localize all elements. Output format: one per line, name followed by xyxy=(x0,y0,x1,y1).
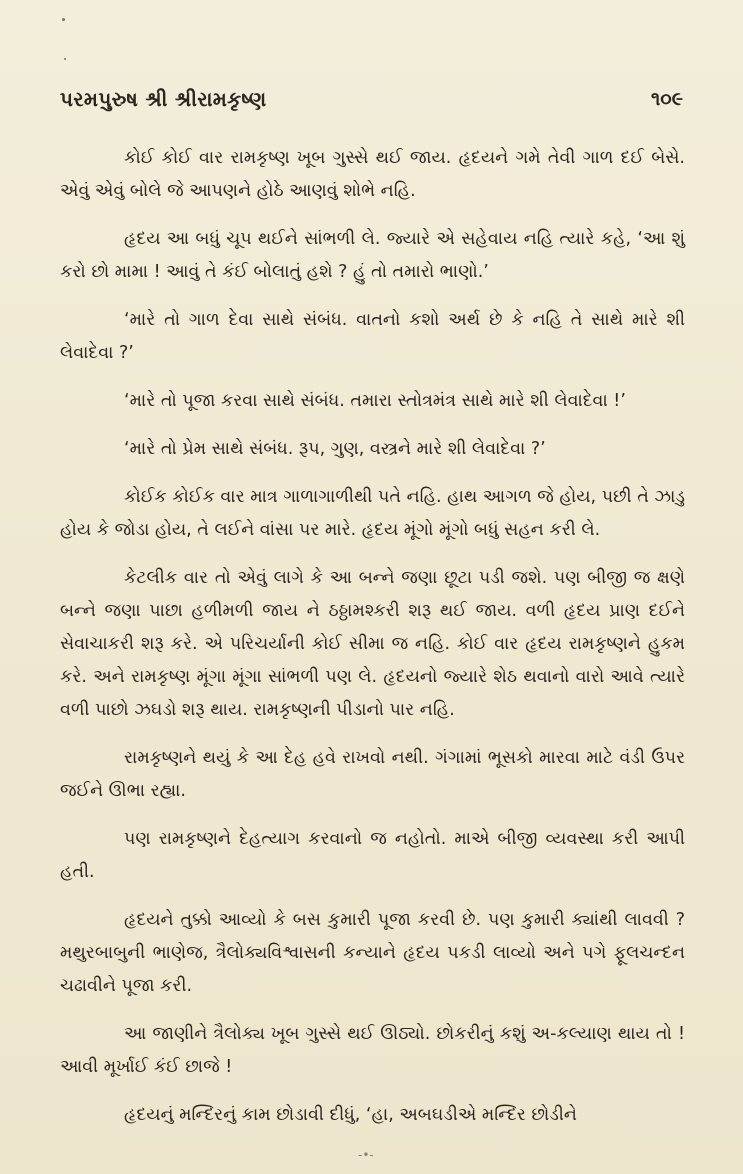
paragraph: હૃદયને તુક્કો આવ્યો કે બસ કુમારી પૂજા કરવી છે. પણ કુમારી ક્યાંથી લાવવી ? મથુરબાબુની ભાણેજ, ત્રૈલોક્યવિશ્વાસની કન્યાને હૃદય પકડી લાવ્યો અને પગે ફૂલચન્દન ચઢાવીને પૂજા કરી. xyxy=(60,910,685,996)
paragraph: કોઈક કોઈક વાર માત્ર ગાળાગાળીથી પતે નહિ. હાથ આગળ જે હોય, પછી તે ઝાડુ હોય કે જોડા હોય, તે લઈને વાંસા પર મારે. હૃદય મૂંગો મૂંગો બધું સહન કરી લે. xyxy=(60,487,685,540)
paper-specks xyxy=(60,14,68,74)
page-number: ૧૦૯ xyxy=(651,88,683,110)
paragraph: ‘મારે તો પ્રેમ સાથે સંબંધ. રૂપ, ગુણ, વસ્ત્રને મારે શી લેવાદેવા ?’ xyxy=(124,439,546,459)
paragraph: ‘મારે તો પૂજા કરવા સાથે સંબંધ. તમારા સ્તોત્રમંત્ર સાથે મારે શી લેવાદેવા !’ xyxy=(124,391,626,411)
paragraph: હૃદયનું મન્દિરનું કામ છોડાવી દીધું, ‘હા, અબઘડીએ મન્દિર છોડીને xyxy=(124,1105,577,1125)
speck xyxy=(64,58,66,60)
paragraph: પણ રામકૃષ્ણને દેહત્યાગ કરવાનો જ નહોતો. માએ બીજી વ્યવસ્થા કરી આપી હતી. xyxy=(60,829,685,882)
footer-mark: -•- xyxy=(358,1148,374,1162)
speck xyxy=(62,18,65,21)
paragraph: કોઈ કોઈ વાર રામકૃષ્ણ ખૂબ ગુસ્સે થઈ જાય. હૃદયને ગમે તેવી ગાળ દઈ બેસે. એવું એવું બોલે જે આપણને હોઠે આણવું શોભે નહિ. xyxy=(60,148,685,201)
paragraph: હૃદય આ બધું ચૂપ થઈને સાંભળી લે. જ્યારે એ સહેવાય નહિ ત્યારે કહે, ‘આ શું કરો છો મામા ! આવું તે કંઈ બોલાતું હશે ? હું તો તમારો ભાણો.’ xyxy=(60,229,685,282)
paragraph: આ જાણીને ત્રૈલોક્ય ખૂબ ગુસ્સે થઈ ઊઠ્યો. છોકરીનું કશું અ-કલ્યાણ થાય તો ! આવી મૂર્ખાઈ કંઈ છાજે ! xyxy=(60,1024,685,1077)
page-header xyxy=(60,84,683,114)
paragraph: રામકૃષ્ણને થયું કે આ દેહ હવે રાખવો નથી. ગંગામાં ભૂસકો મારવા માટે વંડી ઉપર જઈને ઊભા રહ્યા. xyxy=(60,748,685,801)
paragraph: ‘મારે તો ગાળ દેવા સાથે સંબંધ. વાતનો કશો અર્થ છે કે નહિ તે સાથે મારે શી લેવાદેવા ?’ xyxy=(60,310,685,363)
running-head: પરમપુરુષ શ્રી શ્રીરામકૃષ્ણ xyxy=(60,87,267,111)
paragraph: કેટલીક વાર તો એવું લાગે કે આ બન્ને જણા છૂટા પડી જશે. પણ બીજી જ ક્ષણે બન્ને જણા પાછા હળીમળી જાય ને ઠઠ્ઠામશ્કરી શરૂ થઈ જાય. વળી હૃદય પ્રાણ દઈને સેવાચાકરી શરૂ કરે. એ પરિચર્યાની કોઈ સીમા જ નહિ. કોઈ વાર હૃદય રામકૃષ્ણને હુકમ કરે. અને રામકૃષ્ણ મૂંગા મૂંગા સાંભળી પણ લે. હૃદયનો જ્યારે શેઠ થવાનો વારો આવે ત્યારે વળી પાછો ઝઘડો શરૂ થાય. રામકૃષ્ણની પીડાનો પાર નહિ. xyxy=(60,568,685,720)
body-text xyxy=(60,142,685,1147)
